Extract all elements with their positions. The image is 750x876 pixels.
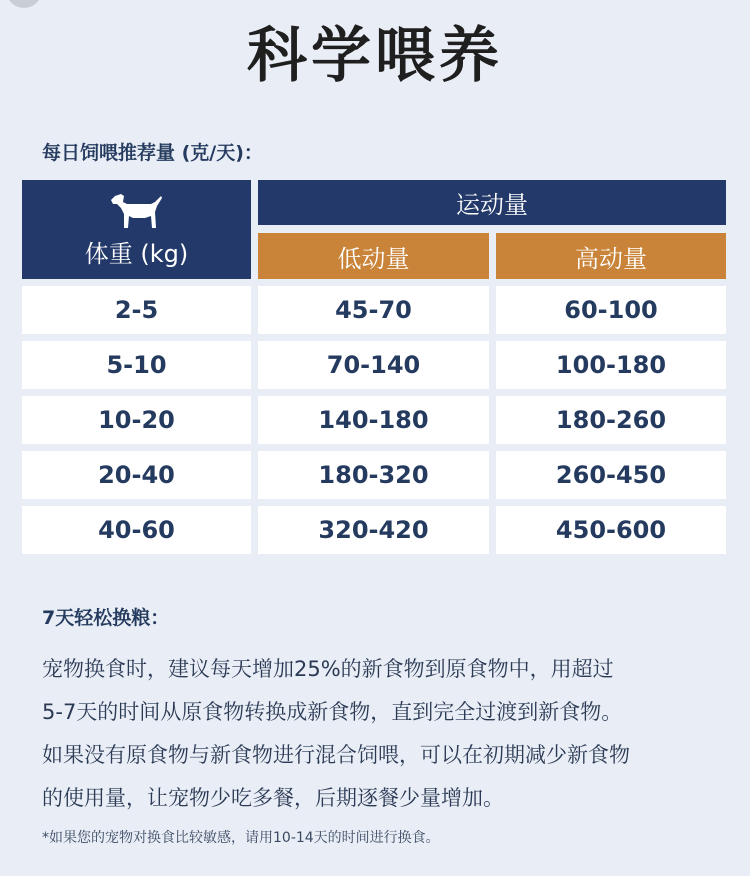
page-title: 科学喂养 bbox=[247, 21, 503, 91]
transition-line-1: 宠物换食时，建议每天增加25%的新食物到原食物中，用超过 bbox=[42, 657, 614, 681]
row-4-high: 260-450 bbox=[496, 451, 726, 499]
transition-line-4: 的使用量，让宠物少吃多餐，后期逐餐少量增加。 bbox=[42, 786, 504, 810]
transition-paragraph bbox=[42, 648, 712, 820]
row-2-low: 70-140 bbox=[258, 341, 489, 389]
row-3-high: 180-260 bbox=[496, 396, 726, 444]
activity-header: 运动量 bbox=[258, 180, 726, 225]
row-1-weight: 2-5 bbox=[22, 286, 251, 334]
transition-label: 7天轻松换粮： bbox=[42, 607, 170, 629]
row-5-high: 450-600 bbox=[496, 506, 726, 554]
transition-note: *如果您的宠物对换食比较敏感，请用10-14天的时间进行换食。 bbox=[42, 830, 440, 846]
row-2-high: 100-180 bbox=[496, 341, 726, 389]
row-4-low: 180-320 bbox=[258, 451, 489, 499]
transition-line-3: 如果没有原食物与新食物进行混合饲喂，可以在初期减少新食物 bbox=[42, 743, 630, 767]
row-5-low: 320-420 bbox=[258, 506, 489, 554]
transition-line-2: 5-7天的时间从原食物转换成新食物，直到完全过渡到新食物。 bbox=[42, 700, 623, 724]
row-1-high: 60-100 bbox=[496, 286, 726, 334]
corner-mark bbox=[6, 0, 42, 8]
dog-icon bbox=[109, 190, 165, 230]
row-3-low: 140-180 bbox=[258, 396, 489, 444]
weight-header bbox=[22, 180, 251, 279]
row-2-weight: 5-10 bbox=[22, 341, 251, 389]
row-5-weight: 40-60 bbox=[22, 506, 251, 554]
high-activity-header: 高动量 bbox=[496, 233, 726, 279]
row-1-low: 45-70 bbox=[258, 286, 489, 334]
weight-header-label: 体重 (kg) bbox=[84, 240, 189, 268]
low-activity-header: 低动量 bbox=[258, 233, 489, 279]
row-4-weight: 20-40 bbox=[22, 451, 251, 499]
row-3-weight: 10-20 bbox=[22, 396, 251, 444]
feeding-label: 每日饲喂推荐量 (克/天)： bbox=[42, 142, 263, 164]
